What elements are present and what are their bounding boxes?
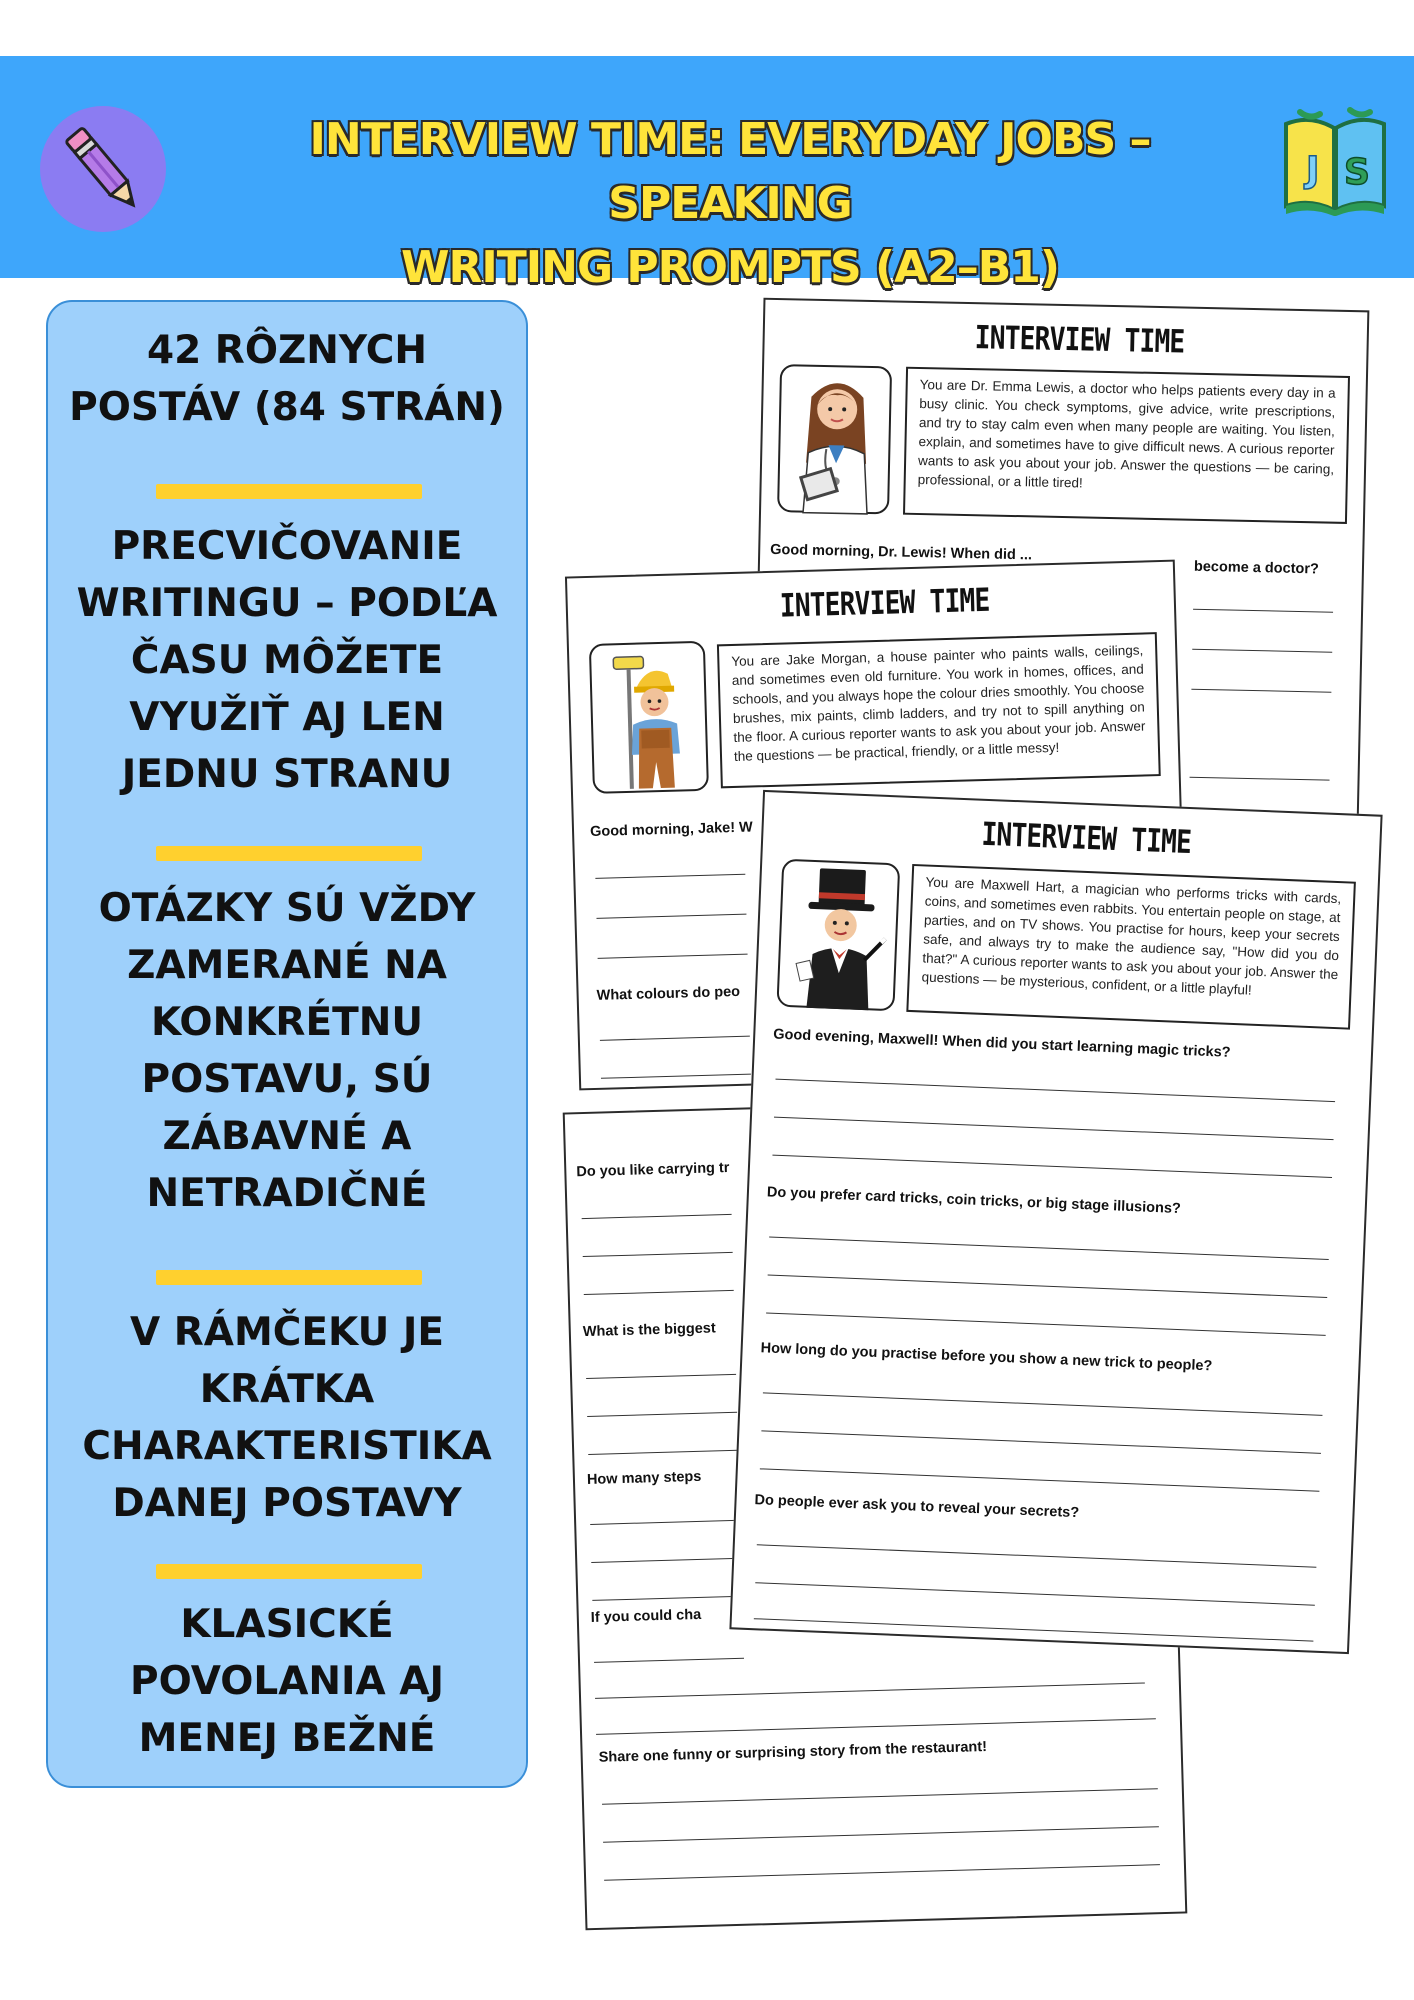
answer-line[interactable] <box>587 1412 737 1417</box>
feature-line: V RÁMČEKU JE <box>130 1310 444 1355</box>
answer-line[interactable] <box>582 1214 732 1219</box>
divider <box>156 1564 422 1579</box>
feature-line: WRITINGU – PODĽA <box>76 581 498 626</box>
pencil-badge <box>40 106 166 232</box>
answer-line[interactable] <box>755 1582 1315 1605</box>
feature-panel <box>46 300 528 1788</box>
answer-line[interactable] <box>766 1312 1326 1335</box>
feature-line: ČASU MÔŽETE <box>130 638 444 683</box>
answer-line[interactable] <box>592 1596 742 1601</box>
question-text: How long do you practise before you show a new trick to people? <box>760 1340 1213 1375</box>
answer-line[interactable] <box>772 1155 1332 1178</box>
question-text: Do people ever ask you to reveal your secrets? <box>754 1492 1080 1522</box>
answer-line[interactable] <box>757 1544 1317 1567</box>
brand-letter-s: S <box>1344 152 1370 193</box>
answer-line[interactable] <box>775 1079 1335 1102</box>
worksheet-title: INTERVIEW TIME <box>779 580 990 625</box>
feature-line: POSTÁV (84 STRÁN) <box>69 385 505 430</box>
character-description: You are Dr. Emma Lewis, a doctor who helps patients every day in a busy clinic. You check symptoms, give advice, write prescriptions, and try to stay calm even when many people are waiting. You listen, explain, and sometimes have to give difficult news. A curious reporter wants to ask you about your job. Answer the questions — be caring, professional, or a little tired! <box>903 367 1350 524</box>
question-text: become a doctor? <box>1193 558 1320 578</box>
question-text: Do you like carrying tr <box>576 1159 730 1181</box>
question-text: If you could cha <box>590 1606 702 1626</box>
question-text: What colours do peo <box>596 983 741 1004</box>
feature-line: POSTAVU, SÚ <box>141 1057 433 1102</box>
feature-item-questions <box>48 880 526 1222</box>
doctor-illustration <box>779 366 894 516</box>
answer-line[interactable] <box>604 1864 1160 1881</box>
answer-line[interactable] <box>769 1237 1329 1260</box>
feature-line: MENEJ BEŽNÉ <box>138 1716 436 1761</box>
feature-line: VYUŽIŤ AJ LEN <box>129 695 445 740</box>
feature-item-description <box>48 1304 526 1532</box>
question-text: Share one funny or surprising story from the restaurant! <box>598 1738 988 1766</box>
book-logo-icon <box>1280 106 1390 218</box>
feature-item-jobs <box>48 1596 526 1767</box>
answer-line[interactable] <box>602 1788 1158 1805</box>
answer-line[interactable] <box>595 1683 1145 1699</box>
answer-line[interactable] <box>596 1718 1156 1735</box>
pencil-icon <box>40 106 166 232</box>
page-title-line-2: WRITING PROMPTS (A2–B1) <box>400 242 1060 293</box>
answer-line[interactable] <box>760 1468 1320 1491</box>
answer-line[interactable] <box>588 1450 738 1455</box>
divider <box>156 1270 422 1285</box>
worksheet-magician <box>729 790 1382 1654</box>
feature-line: POVOLANIA AJ <box>130 1659 444 1704</box>
feature-line: OTÁZKY SÚ VŽDY <box>98 886 476 931</box>
answer-line[interactable] <box>761 1430 1321 1453</box>
question-text: How many steps <box>586 1468 702 1489</box>
question-text: Good evening, Maxwell! When did you start learning magic tricks? <box>772 1026 1231 1061</box>
header-banner <box>0 56 1414 293</box>
painter-illustration <box>591 643 711 796</box>
answer-line[interactable] <box>1191 689 1331 693</box>
feature-line: KONKRÉTNU <box>150 1000 424 1045</box>
answer-line[interactable] <box>590 1520 740 1525</box>
feature-line: PRECVIČOVANIE <box>111 524 463 569</box>
feature-line: JEDNU STRANU <box>121 752 453 797</box>
divider <box>156 484 422 499</box>
worksheet-title: INTERVIEW TIME <box>980 814 1192 862</box>
answer-line[interactable] <box>768 1274 1328 1297</box>
page-title-line-1: INTERVIEW TIME: EVERYDAY JOBS – SPEAKING <box>309 114 1151 229</box>
answer-line[interactable] <box>595 874 745 879</box>
doctor-portrait <box>777 364 892 514</box>
character-description: You are Jake Morgan, a house painter who paints walls, ceilings, and sometimes even old furniture. You work in homes, offices, and schools, and you always hope the colour dries smoothly. You choose brushes, mix paints, climb ladders, and try not to spill anything on the floor. A curious reporter wants to ask you about your job. Answer the questions — be practical, friendly, or a little messy! <box>717 632 1161 788</box>
answer-line[interactable] <box>1192 649 1332 653</box>
painter-portrait <box>589 641 709 794</box>
answer-line[interactable] <box>598 954 748 959</box>
feature-line: DANEJ POSTAVY <box>112 1481 462 1526</box>
answer-line[interactable] <box>1190 777 1330 781</box>
answer-line[interactable] <box>763 1392 1323 1415</box>
answer-line[interactable] <box>596 914 746 919</box>
answer-line[interactable] <box>1193 609 1333 613</box>
feature-item-characters <box>48 322 526 436</box>
brand-letter-j: J <box>1306 150 1320 191</box>
worksheet-title: INTERVIEW TIME <box>974 318 1185 361</box>
question-text: Good morning, Dr. Lewis! When did ... <box>770 541 1033 564</box>
question-text: What is the biggest <box>582 1320 716 1341</box>
answer-line[interactable] <box>600 1036 750 1041</box>
feature-line: KLASICKÉ <box>180 1602 394 1647</box>
answer-line[interactable] <box>603 1826 1159 1843</box>
answer-line[interactable] <box>601 1074 751 1079</box>
answer-line[interactable] <box>586 1374 736 1379</box>
answer-line[interactable] <box>584 1290 734 1295</box>
feature-line: NETRADIČNÉ <box>146 1171 428 1216</box>
answer-line[interactable] <box>594 1658 744 1663</box>
answer-line[interactable] <box>591 1558 741 1563</box>
question-text: Do you prefer card tricks, coin tricks, or big stage illusions? <box>766 1184 1182 1217</box>
feature-line: KRÁTKA <box>199 1367 375 1412</box>
character-description: You are Maxwell Hart, a magician who performs tricks with cards, coins, and sometimes even rabbits. You entertain people on stage, at parties, and on TV shows. You practise for hours, keep your secrets safe, and always try to make the audience say, "How did you do that?" A curious reporter wants to ask you about your job. Answer the questions — be mysterious, confident, or a little playful! <box>906 864 1356 1030</box>
feature-line: CHARAKTERISTIKA <box>82 1424 492 1469</box>
question-text: Good morning, Jake! W <box>589 819 753 841</box>
answer-line[interactable] <box>583 1252 733 1257</box>
magician-portrait <box>776 859 900 1012</box>
feature-line: 42 RÔZNYCH <box>146 328 428 373</box>
feature-line: ZÁBAVNÉ A <box>162 1114 412 1159</box>
divider <box>156 846 422 861</box>
page-title <box>190 108 1270 300</box>
magician-illustration <box>778 861 902 1014</box>
feature-line: ZAMERANÉ NA <box>127 943 447 988</box>
feature-item-writing <box>48 518 526 803</box>
answer-line[interactable] <box>774 1117 1334 1140</box>
